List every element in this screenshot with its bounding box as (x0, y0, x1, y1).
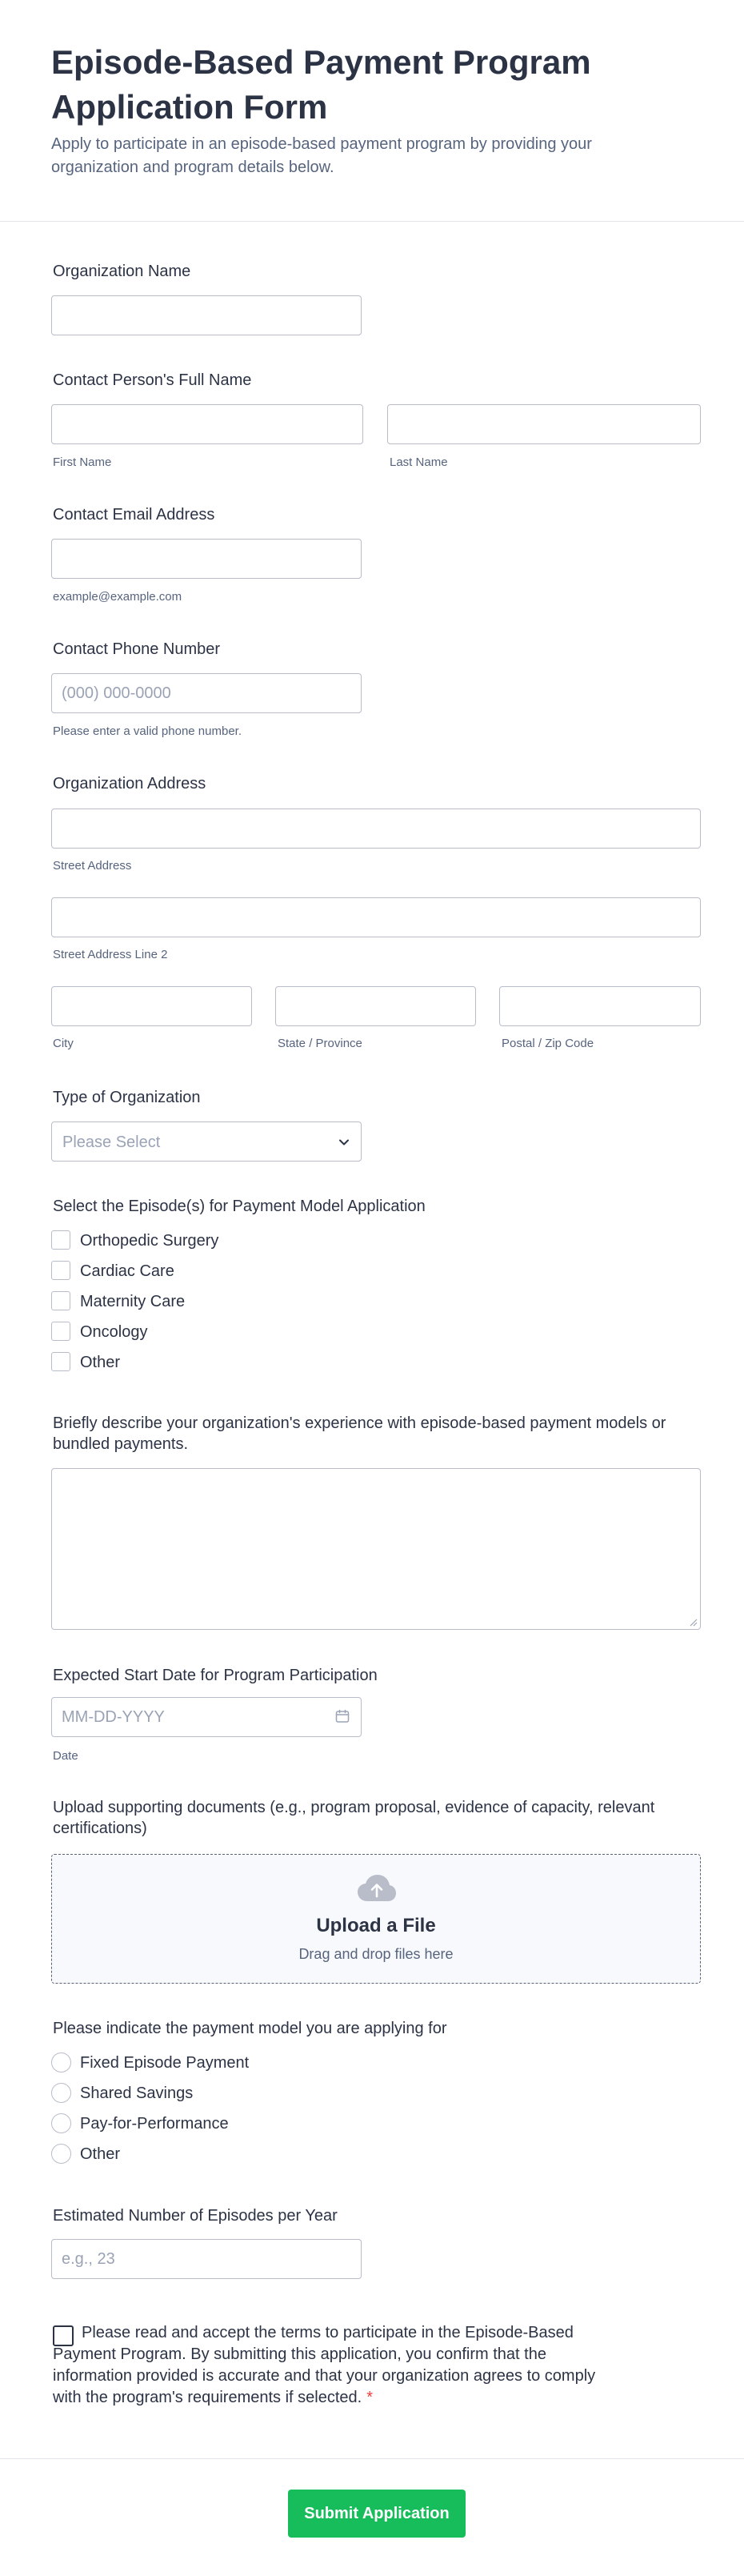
email-input[interactable] (51, 539, 362, 579)
episode-checkbox[interactable] (51, 1352, 70, 1371)
submit-button[interactable]: Submit Application (288, 2490, 466, 2538)
org-type-selected-value: Please Select (62, 1134, 161, 1151)
address-label: Organization Address (53, 775, 206, 792)
last-name-input[interactable] (387, 404, 701, 444)
first-name-input[interactable] (51, 404, 363, 444)
phone-label: Contact Phone Number (53, 640, 221, 658)
chevron-down-icon (337, 1135, 351, 1150)
phone-input[interactable] (51, 673, 362, 713)
episode-option-label: Cardiac Care (80, 1262, 174, 1280)
terms-text: Please read and accept the terms to participate in the Episode-Based Payment Program. By submitting this application, you confirm that the information provided is accurate and that your organization agrees to comply with the program's requirements if selected. (53, 2324, 596, 2406)
street-address-line2-sublabel: Street Address Line 2 (53, 948, 168, 961)
email-label: Contact Email Address (53, 506, 215, 524)
form-subtitle: Apply to participate in an episode-based payment program by providing your organization and program details below. (51, 135, 592, 176)
episode-option-label: Oncology (80, 1323, 148, 1341)
episode-option-label: Maternity Care (80, 1293, 186, 1310)
episodes-per-year-label: Estimated Number of Episodes per Year (53, 2207, 338, 2225)
required-marker: * (366, 2389, 374, 2406)
calendar-icon[interactable] (334, 1708, 350, 1724)
upload-title: Upload a File (316, 1915, 436, 1936)
form-title: Episode-Based Payment Program Application Form (51, 43, 591, 126)
resize-grip-icon[interactable] (688, 1617, 698, 1627)
city-sublabel: City (53, 1037, 74, 1050)
start-date-input[interactable] (51, 1697, 362, 1737)
payment-radio[interactable] (51, 2083, 71, 2103)
email-sublabel: example@example.com (53, 590, 182, 604)
org-type-select[interactable] (51, 1121, 362, 1162)
state-sublabel: State / Province (278, 1037, 362, 1050)
experience-textarea[interactable] (51, 1468, 701, 1630)
payment-option-label: Shared Savings (80, 2084, 194, 2102)
start-date-sublabel: Date (53, 1749, 78, 1763)
organization-name-label: Organization Name (53, 263, 191, 280)
contact-name-label: Contact Person's Full Name (53, 371, 252, 389)
file-upload-dropzone[interactable] (51, 1854, 701, 1984)
payment-radio[interactable] (51, 2144, 71, 2164)
upload-label: Upload supporting documents (e.g., program proposal, evidence of capacity, relevant certifications) (53, 1799, 655, 1837)
start-date-label: Expected Start Date for Program Participation (53, 1667, 378, 1684)
payment-option-label: Pay-for-Performance (80, 2115, 229, 2133)
org-type-label: Type of Organization (53, 1089, 201, 1106)
cloud-upload-icon (357, 1874, 397, 1903)
payment-radio[interactable] (51, 2052, 71, 2072)
upload-subtitle: Drag and drop files here (298, 1946, 454, 1962)
episode-option-label: Orthopedic Surgery (80, 1232, 219, 1250)
first-name-sublabel: First Name (53, 455, 112, 469)
zip-sublabel: Postal / Zip Code (502, 1037, 594, 1050)
state-input[interactable] (275, 986, 476, 1026)
payment-model-label: Please indicate the payment model you are applying for (53, 2020, 447, 2037)
phone-sublabel: Please enter a valid phone number. (53, 724, 242, 738)
episodes-per-year-input[interactable] (51, 2239, 362, 2279)
payment-option-label: Other (80, 2145, 121, 2163)
episode-checkbox[interactable] (51, 1322, 70, 1341)
organization-name-input[interactable] (51, 295, 362, 335)
street-address-sublabel: Street Address (53, 859, 132, 873)
episodes-label: Select the Episode(s) for Payment Model Application (53, 1198, 426, 1215)
form-header (0, 0, 744, 222)
zip-input[interactable] (499, 986, 701, 1026)
street-address-line2-input[interactable] (51, 897, 701, 937)
episode-checkbox[interactable] (51, 1291, 70, 1310)
city-input[interactable] (51, 986, 252, 1026)
episode-checkbox[interactable] (51, 1230, 70, 1250)
experience-label: Briefly describe your organization's experience with episode-based payment models or bundled payments. (53, 1414, 666, 1453)
terms-label (53, 2322, 613, 2409)
episode-option-label: Other (80, 1354, 121, 1371)
footer-divider (0, 2458, 744, 2459)
payment-option-label: Fixed Episode Payment (80, 2054, 250, 2072)
payment-radio[interactable] (51, 2113, 71, 2133)
last-name-sublabel: Last Name (390, 455, 448, 469)
episode-checkbox[interactable] (51, 1261, 70, 1280)
street-address-input[interactable] (51, 809, 701, 849)
